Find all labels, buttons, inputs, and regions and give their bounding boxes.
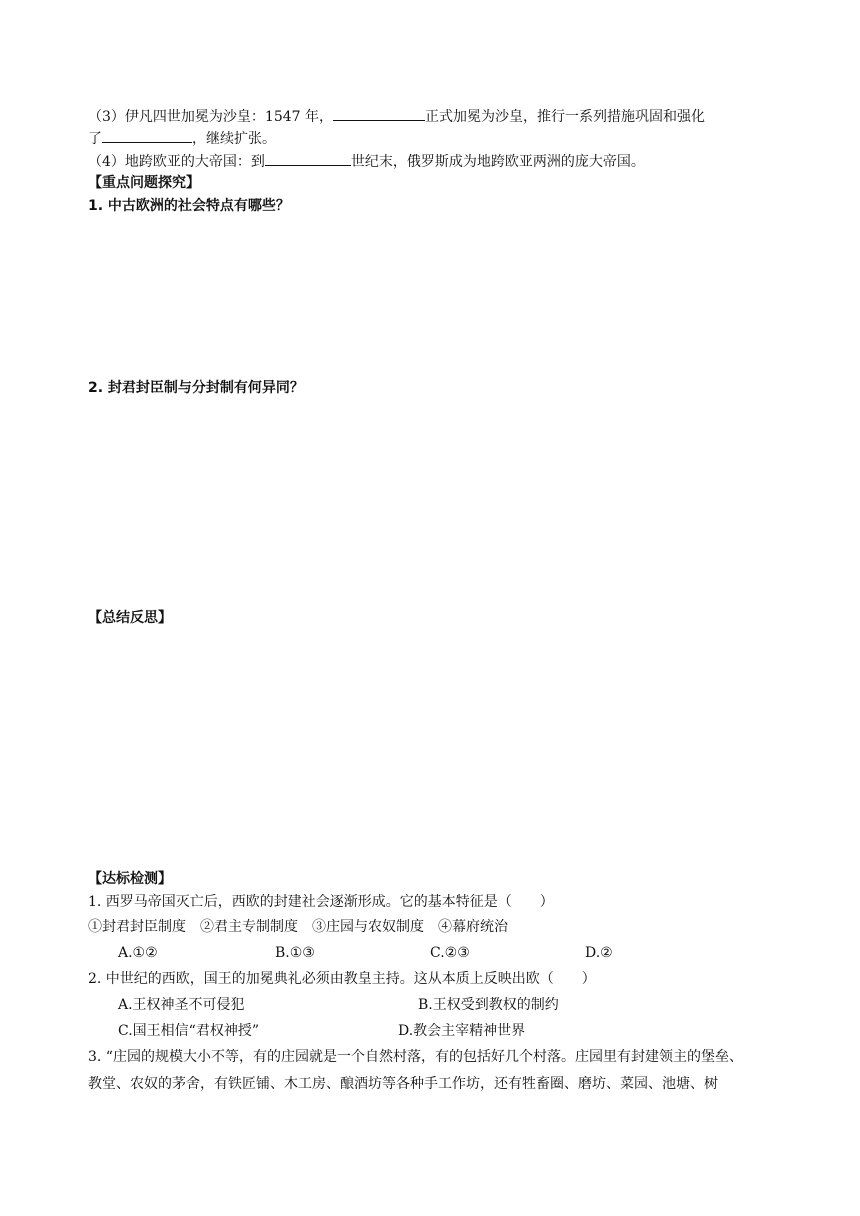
test-q2-stem: 2. 中世纪的西欧，国王的加冕典礼必须由教皇主持。这从本质上反映出欧（ ） — [88, 971, 596, 987]
test-q2-option-b[interactable]: B.王权受到教权的制约 — [418, 997, 559, 1013]
summary-heading: 【总结反思】 — [88, 610, 172, 626]
test-q1-option-a[interactable]: A.①② — [118, 945, 158, 961]
fill-item-3-cont-suffix: ，继续扩张。 — [192, 131, 276, 147]
answer-blank-century[interactable] — [265, 151, 351, 166]
test-q2-option-c[interactable]: C.国王相信“君权神授” — [118, 1023, 259, 1039]
fill-item-3-continued — [88, 128, 276, 149]
test-q1-option-c[interactable]: C.②③ — [430, 945, 470, 961]
key-question-1: 1. 中古欧洲的社会特点有哪些？ — [88, 198, 290, 214]
test-q1-stem: 1. 西罗马帝国灭亡后，西欧的封建社会逐渐形成。它的基本特征是（ ） — [88, 894, 554, 910]
key-questions-heading: 【重点问题探究】 — [88, 175, 200, 191]
test-heading: 【达标检测】 — [88, 871, 172, 887]
test-q1-option-b[interactable]: B.①③ — [275, 945, 315, 961]
fill-item-4-suffix: 世纪末，俄罗斯成为地跨欧亚两洲的庞大帝国。 — [350, 154, 645, 170]
test-q1-option-d[interactable]: D.② — [585, 945, 613, 961]
answer-blank-power[interactable] — [102, 128, 192, 143]
test-q3-line-1: 3. “庄园的规模大小不等，有的庄园就是一个自然村落，有的包括好几个村落。庄园里有封建领主的堡垒、 — [88, 1049, 743, 1065]
answer-blank-ruler[interactable] — [333, 106, 425, 121]
fill-item-4 — [88, 151, 645, 172]
test-q2-option-a[interactable]: A.王权神圣不可侵犯 — [118, 997, 245, 1013]
test-q1-items: ①封君封臣制度 ②君主专制制度 ③庄园与农奴制度 ④幕府统治 — [88, 919, 508, 935]
fill-item-3-cont-prefix: 了 — [88, 131, 102, 147]
fill-item-4-prefix: （4）地跨欧亚的大帝国：到 — [88, 154, 265, 170]
test-q3-line-2: 教堂、农奴的茅舍，有铁匠铺、木工房、酿酒坊等各种手工作坊，还有牲畜圈、磨坊、菜园、池塘、树 — [88, 1076, 718, 1092]
fill-item-3-mid: 正式加冕为沙皇，推行一系列措施巩固和强化 — [425, 109, 705, 125]
fill-item-3 — [88, 106, 705, 127]
fill-item-3-prefix: （3）伊凡四世加冕为沙皇：1547 年， — [88, 109, 333, 125]
test-q2-option-d[interactable]: D.教会主宰精神世界 — [398, 1023, 526, 1039]
key-question-2: 2. 封君封臣制与分封制有何异同？ — [88, 380, 304, 396]
